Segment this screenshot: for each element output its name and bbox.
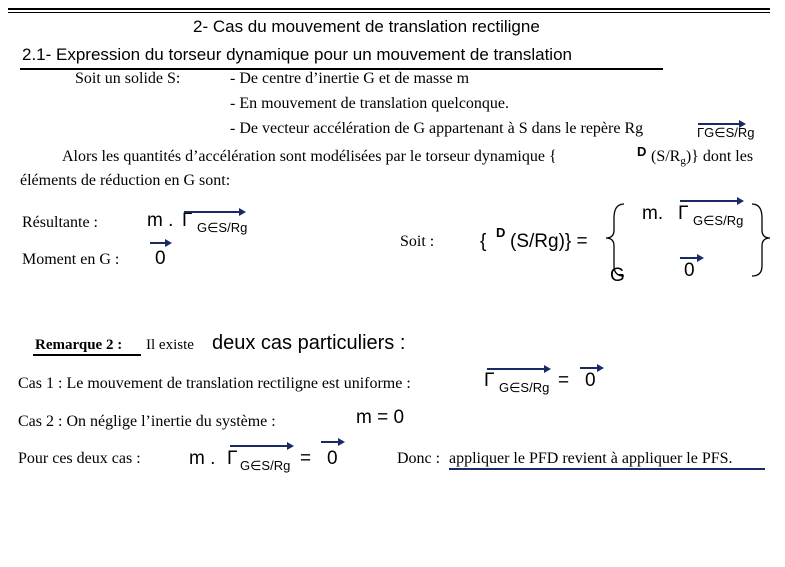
intro-item-1: - De centre d’inertie G et de masse m xyxy=(230,70,470,87)
resultante-m: m . xyxy=(147,210,174,231)
subsection-title: 2.1- Expression du torseur dynamique pour un mouvement de translation xyxy=(22,45,572,64)
soit-g: G xyxy=(610,265,625,286)
conclusion-part-b: (S/Rg)} dont les xyxy=(651,148,754,167)
remarque-emphasis: deux cas particuliers : xyxy=(212,332,406,354)
vector-arrow xyxy=(230,445,292,447)
remarque-label: Remarque 2 : xyxy=(35,337,123,353)
intro-item-3: - De vecteur accélération de G appartenant à S dans le repère Rg xyxy=(230,120,644,137)
cas1-zero: 0 xyxy=(585,370,596,391)
final-donc: Donc : xyxy=(397,450,441,467)
cas2-eq: m = 0 xyxy=(356,407,405,428)
cas1-gamma: Γ xyxy=(484,370,495,391)
cas1-eq: = xyxy=(558,370,570,391)
soit-open-brace: { xyxy=(480,231,487,252)
vector-arrow xyxy=(150,242,170,244)
remarque-underline xyxy=(33,354,141,356)
soit-top-m: m. xyxy=(642,203,664,224)
vector-arrow xyxy=(184,211,244,213)
cas1-sub: G∈S/Rg xyxy=(499,380,550,395)
cas2-text: Cas 2 : On néglige l’inertie du système : xyxy=(18,413,276,430)
top-rule xyxy=(8,8,770,10)
moment-value: 0 xyxy=(155,248,166,269)
cas1-text: Cas 1 : Le mouvement de translation rectiligne est uniforme : xyxy=(18,375,411,392)
vector-arrow xyxy=(698,123,744,125)
resultante-label: Résultante : xyxy=(22,214,98,231)
vector-arrow xyxy=(680,257,702,259)
soit-top-gamma: Γ xyxy=(678,203,689,224)
final-conclusion: appliquer le PFD revient à appliquer le PFS. xyxy=(449,450,733,467)
section-title: 2- Cas du mouvement de translation rectiligne xyxy=(193,17,540,36)
soit-d-symbol: D xyxy=(496,225,506,240)
top-rule-thin xyxy=(8,12,770,13)
intro-accel-symbol: ΓG∈S/Rg xyxy=(697,125,755,140)
resultante-gamma-sub: G∈S/Rg xyxy=(197,220,248,235)
soit-torseur: (S/Rg)} = xyxy=(510,231,588,252)
d-symbol: D xyxy=(637,144,647,159)
final-lead: Pour ces deux cas : xyxy=(18,450,141,467)
intro-item-2: - En mouvement de translation quelconque. xyxy=(230,95,510,112)
conclusion-line-2: éléments de réduction en G sont: xyxy=(20,172,231,189)
final-sub: G∈S/Rg xyxy=(240,458,291,473)
conclusion-underline xyxy=(449,468,765,470)
vector-arrow xyxy=(321,441,343,443)
final-m: m . xyxy=(189,448,216,469)
vector-arrow xyxy=(680,200,742,202)
soit-top-sub: G∈S/Rg xyxy=(693,213,744,228)
final-zero: 0 xyxy=(327,448,338,469)
remarque-text: Il existe xyxy=(146,337,194,353)
soit-bottom: 0 xyxy=(684,260,695,281)
vector-arrow xyxy=(487,368,549,370)
final-gamma: Γ xyxy=(227,448,238,469)
moment-label: Moment en G : xyxy=(22,251,120,268)
resultante-gamma: Γ xyxy=(182,210,193,231)
vector-arrow xyxy=(580,367,602,369)
final-eq: = xyxy=(300,448,312,469)
intro-lead: Soit un solide S: xyxy=(75,70,181,87)
conclusion-line-1: Alors les quantités d’accélération sont modélisées par le torseur dynamique { xyxy=(62,148,557,165)
soit-label: Soit : xyxy=(400,233,435,250)
